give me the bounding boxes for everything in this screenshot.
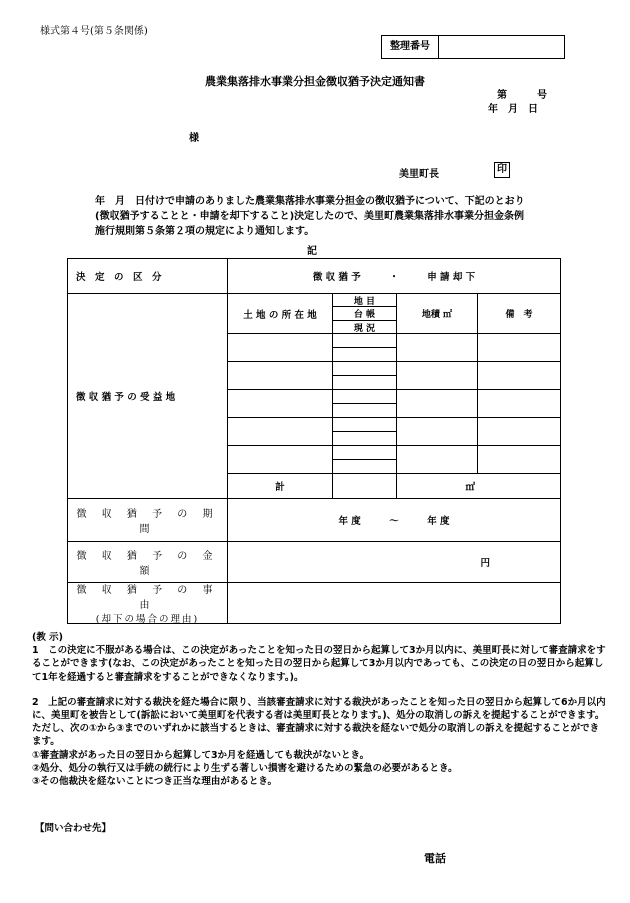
note-2-item-2: ②処分、処分の執行又は手続の続行により生ずる著しい損害を避けるための緊急の必要があるとき。	[32, 762, 458, 774]
note-1: 1 この決定に不服がある場合は、この決定があったことを知った日の翌日から起算して3か月以内に、美里町長に対して審査請求をすることができます(なお、この決定があったことを知った日の翌日から起算して3か月以内であっても、この決定の日の翌日から起算して1年を経過すると審査請求をすることができなくなります。)。	[32, 645, 606, 683]
chimoku-header: 地 目	[353, 296, 376, 307]
notice-body: 年 月 日付けで申請のありました農業集落排水事業分担金の徴収猶予について、下記のとおり(徴収猶予することと・申請を却下すること)決定したので、美里町農業集落排水事業分担金条例施行規則第５条第２項の規定により通知します。	[95, 196, 525, 237]
period-label: 徴 収 猶 予 の 期 間	[76, 509, 219, 535]
actual-header: 現 況	[353, 323, 376, 334]
instruction-notes	[32, 631, 607, 788]
issue-date: 年 月 日	[488, 104, 538, 115]
notes-spacer	[32, 684, 607, 696]
note-2: 2 上記の審査請求に対する裁決を経た場合に限り、当該審査請求に対する裁決があったことを知った日の翌日から起算して6か月以内に、美里町を被告として(訴訟において美里町を代表する者は美里町長となります。)、処分の取消しの訴えを提起することができます。ただし、次の①から③までのいずれかに該当するときは、審査請求に対する裁決を経ないで処分の取消しの訴えを提起することができます。	[32, 696, 606, 748]
notes-heading: (教 示)	[32, 632, 63, 643]
seal-mark: 印	[494, 162, 510, 178]
remarks-header: 備 考	[505, 310, 533, 320]
beneficiary-label: 徴 収 猶 予 の 受 益 地	[76, 392, 176, 403]
area-header: 地積 ㎡	[421, 310, 453, 320]
amount-label: 徴 収 猶 予 の 金 額	[76, 551, 219, 577]
period-value: 年 度 ～ 年 度	[338, 516, 450, 527]
reason-sublabel: (却下の場合の理由)	[95, 614, 200, 625]
reference-number-label: 整理番号	[382, 36, 439, 58]
reason-label: 徴 収 猶 予 の 事 由	[76, 585, 219, 611]
decision-value: 徴 収 猶 予 ・ 申 請 却 下	[312, 272, 476, 283]
reference-number-box	[381, 35, 565, 59]
amount-unit: 円	[480, 558, 490, 569]
form-number: 様式第４号(第５条関係)	[40, 26, 148, 37]
issuer-name: 美里町長	[399, 169, 439, 180]
document-number: 第 号	[497, 90, 547, 101]
location-header: 土 地 の 所 在 地	[243, 309, 317, 321]
ki-heading: 記	[307, 246, 317, 257]
document-title: 農業集落排水事業分担金徴収猶予決定通知書	[205, 75, 425, 88]
total-unit: ㎡	[465, 482, 475, 493]
decision-label: 決 定 の 区 分	[76, 272, 162, 283]
total-label: 計	[275, 482, 285, 493]
ledger-header: 台 帳	[353, 310, 376, 320]
recipient-honorific: 様	[189, 133, 199, 144]
note-2-item-3: ③その他裁決を経ないことにつき正当な理由があるとき。	[32, 776, 277, 788]
inquiry-heading: 【問い合わせ先】	[35, 823, 112, 834]
note-2-item-1: ①審査請求があった日の翌日から起算して3か月を経過しても裁決がないとき。	[32, 749, 370, 761]
phone-label: 電話	[424, 852, 446, 865]
